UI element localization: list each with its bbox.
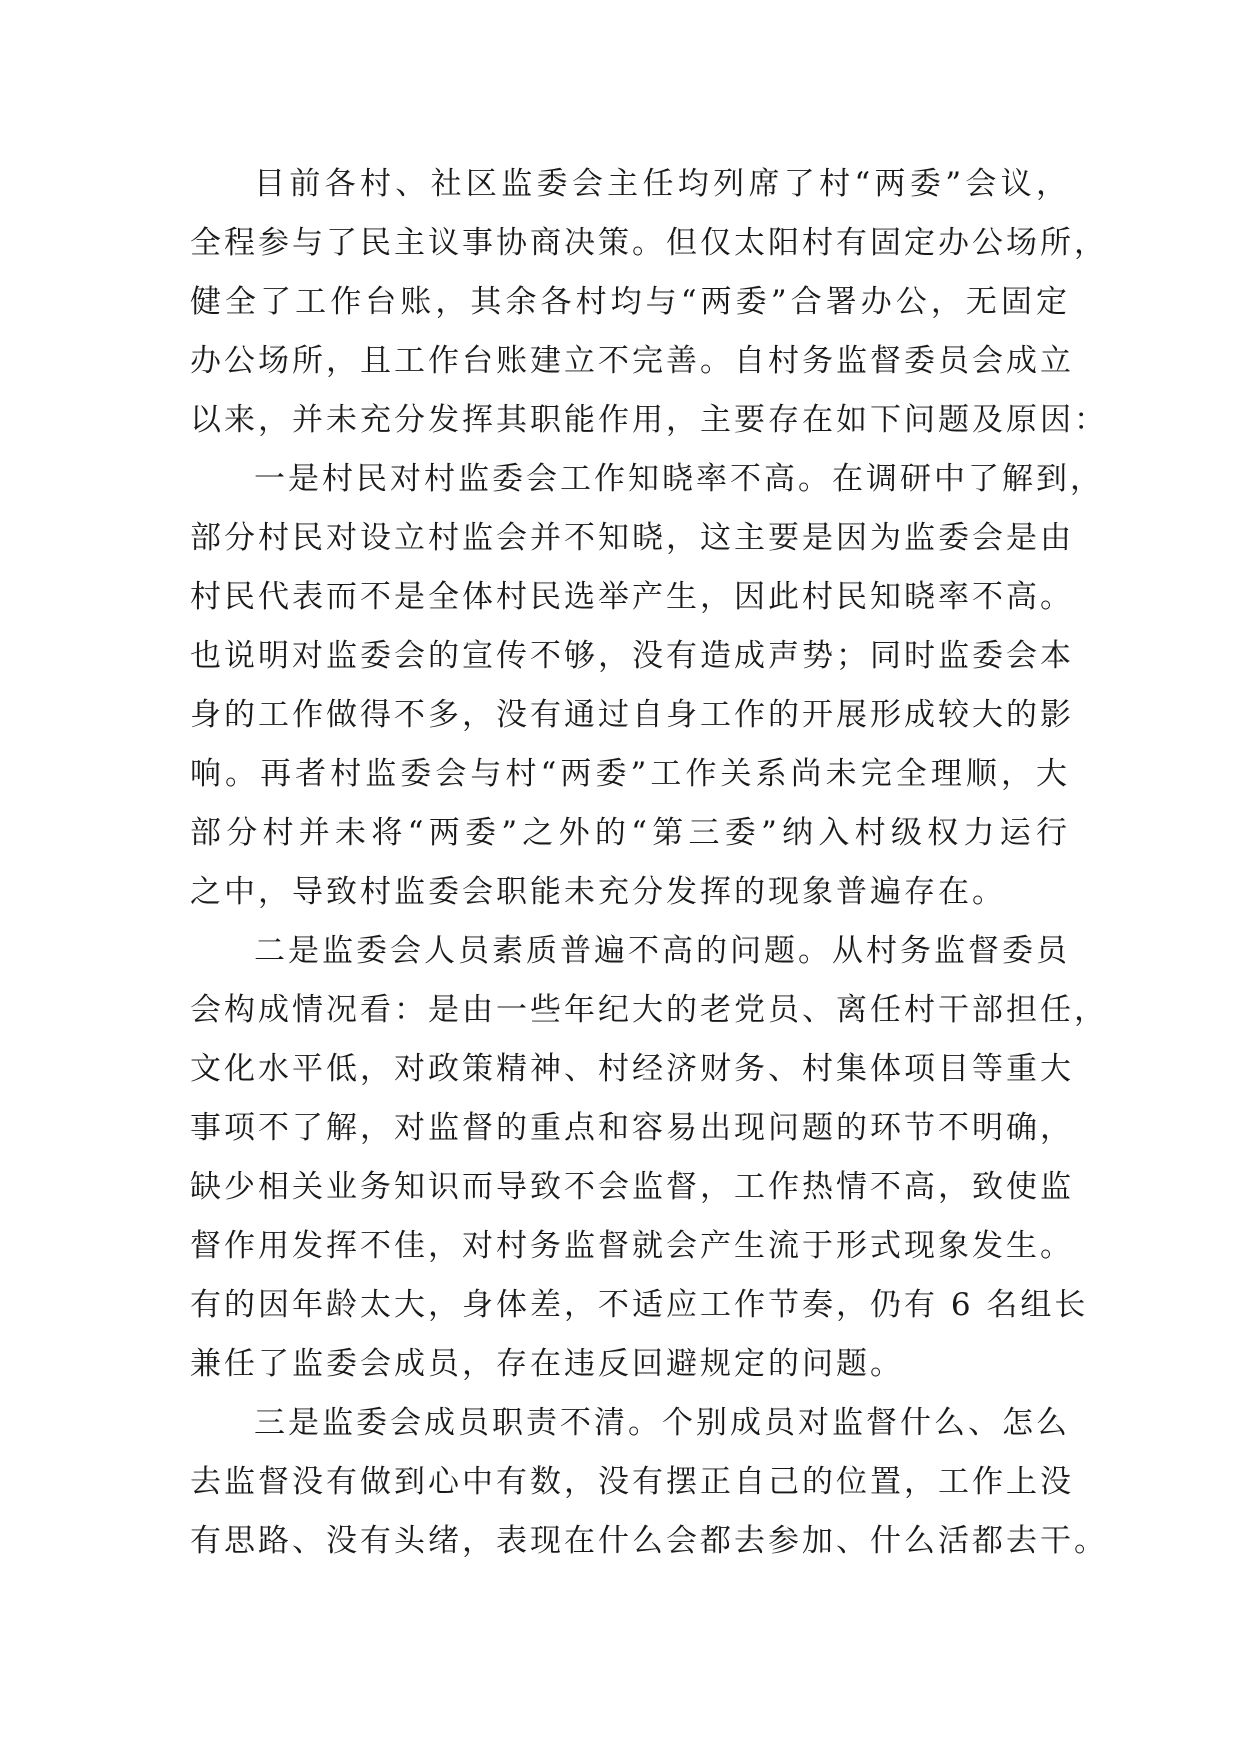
paragraph-line: 之中，导致村监委会职能未充分发挥的现象普遍存在。 (190, 874, 1006, 910)
paragraph-line: 响。再者村监委会与村“两委”工作关系尚未完全理顺，大 (190, 756, 1070, 792)
paragraph-4 (190, 1394, 1108, 1571)
paragraph-line: 健全了工作台账，其余各村均与“两委”合署办公，无固定 (190, 284, 1070, 320)
paragraph-3 (190, 922, 1108, 1394)
paragraph-line: 有思路、没有头绪，表现在什么会都去参加、什么活都去干。 (190, 1523, 1108, 1559)
paragraph-line: 办公场所，且工作台账建立不完善。自村务监督委员会成立 (190, 343, 1074, 379)
paragraph-line: 督作用发挥不佳，对村务监督就会产生流于形式现象发生。 (190, 1228, 1074, 1264)
paragraph-line: 缺少相关业务知识而导致不会监督，工作热情不高，致使监 (190, 1169, 1074, 1205)
paragraph-line: 部分村并未将“两委”之外的“第三委”纳入村级权力运行 (190, 815, 1070, 851)
paragraph-line: 部分村民对设立村监会并不知晓，这主要是因为监委会是由 (190, 520, 1074, 556)
paragraph-line: 村民代表而不是全体村民选举产生，因此村民知晓率不高。 (190, 579, 1074, 615)
paragraph-line: 会构成情况看：是由一些年纪大的老党员、离任村干部担任， (190, 992, 1108, 1028)
document-body (190, 155, 1108, 1571)
paragraph-line: 兼任了监委会成员，存在违反回避规定的问题。 (190, 1346, 904, 1382)
paragraph-line: 事项不了解，对监督的重点和容易出现问题的环节不明确， (190, 1110, 1074, 1146)
paragraph-2 (190, 450, 1104, 922)
paragraph-line: 三是监委会成员职责不清。个别成员对监督什么、怎么 (254, 1405, 1070, 1441)
paragraph-line: 文化水平低，对政策精神、村经济财务、村集体项目等重大 (190, 1051, 1074, 1087)
paragraph-line: 二是监委会人员素质普遍不高的问题。从村务监督委员 (254, 933, 1070, 969)
paragraph-line: 一是村民对村监委会工作知晓率不高。在调研中了解到， (254, 461, 1104, 497)
paragraph-1 (190, 155, 1108, 450)
paragraph-line: 目前各村、社区监委会主任均列席了村“两委”会议， (254, 166, 1070, 202)
paragraph-line: 去监督没有做到心中有数，没有摆正自己的位置，工作上没 (190, 1464, 1074, 1500)
paragraph-line: 也说明对监委会的宣传不够，没有造成声势；同时监委会本 (190, 638, 1074, 674)
paragraph-line: 有的因年龄太大，身体差，不适应工作节奏，仍有 6 名组长 (190, 1287, 1089, 1323)
paragraph-line: 身的工作做得不多，没有通过自身工作的开展形成较大的影 (190, 697, 1074, 733)
paragraph-line: 全程参与了民主议事协商决策。但仅太阳村有固定办公场所， (190, 225, 1108, 261)
paragraph-line: 以来，并未充分发挥其职能作用，主要存在如下问题及原因： (190, 402, 1108, 438)
